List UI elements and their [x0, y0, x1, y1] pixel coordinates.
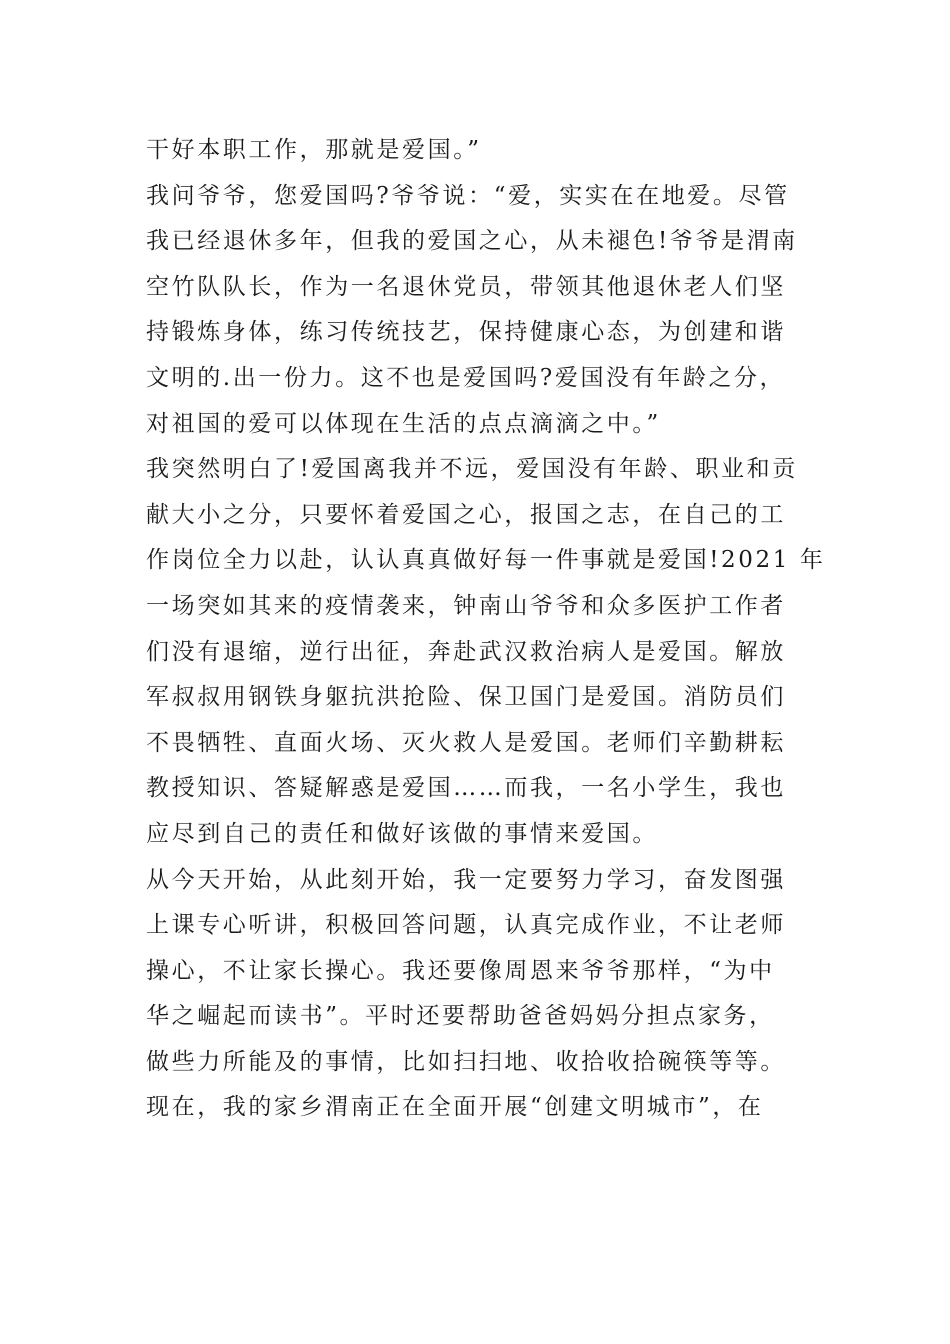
text-line: 华之崛起而读书”。平时还要帮助爸爸妈妈分担点家务，	[146, 1003, 775, 1030]
text-line: 我已经退休多年，但我的爱国之心，从未褪色!爷爷是渭南	[146, 228, 798, 255]
text-line: 献大小之分，只要怀着爱国之心，报国之志，在自己的工	[146, 501, 786, 528]
text-line: 军叔叔用钢铁身躯抗洪抢险、保卫国门是爱国。消防员们	[146, 684, 786, 711]
text-line: 不畏牺牲、直面火场、灭火救人是爱国。老师们辛勤耕耘	[146, 729, 786, 756]
text-line: 对祖国的爱可以体现在生活的点点滴滴之中。”	[146, 410, 661, 437]
text-line: 作岗位全力以赴，认认真真做好每一件事就是爱国!2021 年	[146, 547, 826, 574]
text-line: 上课专心听讲，积极回答问题，认真完成作业，不让老师	[146, 912, 786, 939]
text-line: 做些力所能及的事情，比如扫扫地、收拾收拾碗筷等等。	[146, 1048, 786, 1075]
text-line: 教授知识、答疑解惑是爱国……而我，一名小学生，我也	[146, 775, 786, 802]
text-line: 空竹队队长，作为一名退休党员，带领其他退休老人们坚	[146, 273, 786, 300]
text-line: 文明的.出一份力。这不也是爱国吗?爱国没有年龄之分，	[146, 364, 786, 391]
text-line: 一场突如其来的疫情袭来，钟南山爷爷和众多医护工作者	[146, 592, 786, 619]
text-line: 操心，不让家长操心。我还要像周恩来爷爷那样，“为中	[146, 957, 775, 984]
text-line: 持锻炼身体，练习传统技艺，保持健康心态，为创建和谐	[146, 319, 786, 346]
text-line: 们没有退缩，逆行出征，奔赴武汉救治病人是爱国。解放	[146, 638, 786, 665]
text-line: 我问爷爷，您爱国吗?爷爷说：“爱，实实在在地爱。尽管	[146, 182, 790, 209]
text-line: 现在，我的家乡渭南正在全面开展“创建文明城市”，在	[146, 1094, 764, 1121]
essay-body	[146, 128, 826, 1131]
text-line: 干好本职工作，那就是爱国。”	[146, 137, 482, 163]
text-line: 从今天开始，从此刻开始，我一定要努力学习，奋发图强	[146, 866, 786, 893]
text-line: 我突然明白了!爱国离我并不远，爱国没有年龄、职业和贡	[146, 456, 798, 483]
text-line: 应尽到自己的责任和做好该做的事情来爱国。	[146, 820, 658, 847]
